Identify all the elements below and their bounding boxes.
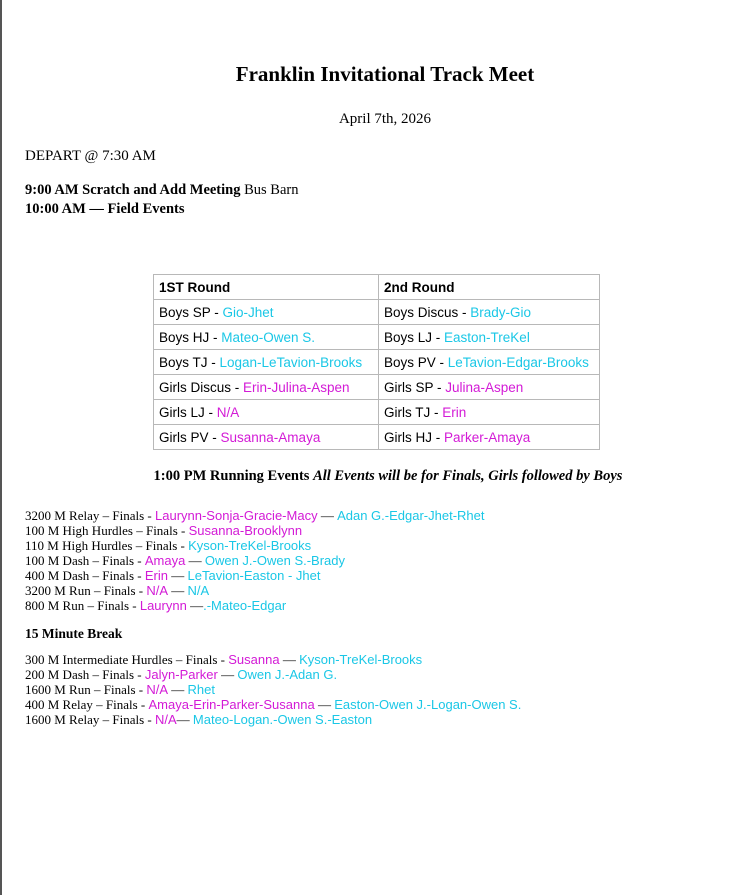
list-item [25, 583, 484, 598]
list-item [25, 652, 521, 667]
athlete-names: Mateo-Owen S. [221, 329, 316, 345]
separator: — [217, 667, 238, 682]
separator: — [186, 598, 204, 613]
field-events-heading: 10:00 AM — Field Events [25, 201, 185, 217]
separator: - [432, 329, 445, 345]
event-label: 1600 M Relay – Finals - [25, 712, 155, 727]
list-item [25, 568, 484, 583]
header-round-2: 2nd Round [379, 275, 600, 300]
boys-entries: Easton-Owen J.-Logan-Owen S. [334, 697, 522, 712]
table-body [154, 300, 600, 450]
list-item [25, 538, 484, 553]
girls-entries: Laurynn [139, 598, 187, 613]
boys-entries: Kyson-TreKel-Brooks [299, 652, 423, 667]
separator: - [207, 354, 220, 370]
boys-entries: Rhet [187, 682, 215, 697]
girls-entries: Erin [144, 568, 169, 583]
girls-entries: Susanna-Brooklynn [188, 523, 303, 538]
table-cell [379, 350, 600, 375]
table-cell [379, 425, 600, 450]
meet-date: April 7th, 2026 [338, 111, 432, 127]
boys-entries: N/A [187, 583, 210, 598]
list-item [25, 712, 521, 727]
athlete-names: Gio-Jhet [222, 304, 274, 320]
athlete-names: Erin-Julina-Aspen [243, 379, 350, 395]
table-cell [154, 350, 379, 375]
running-time: 1:00 PM Running Events [153, 468, 310, 484]
list-item [25, 598, 484, 613]
event-label: 100 M Dash – Finals - [25, 553, 145, 568]
athlete-names: Parker-Amaya [444, 429, 531, 445]
event-name: Boys HJ [159, 329, 210, 345]
separator: — [168, 568, 188, 583]
girls-entries: N/A [155, 712, 177, 727]
page-left-border [0, 0, 2, 895]
event-name: Boys Discus [384, 304, 459, 320]
separator: - [210, 304, 223, 320]
separator: — [317, 508, 338, 523]
table-cell [154, 400, 379, 425]
running-note: All Events will be for Finals, Girls followed by Boys [313, 468, 623, 484]
event-label: 300 M Intermediate Hurdles – Finals - [25, 652, 229, 667]
boys-entries: Mateo-Logan.-Owen S.-Easton [192, 712, 373, 727]
boys-entries: Owen J.-Owen S.-Brady [204, 553, 346, 568]
depart-time: DEPART @ 7:30 AM [25, 148, 156, 164]
event-name: Girls LJ [159, 404, 205, 420]
break-heading: 15 Minute Break [25, 626, 123, 641]
schedule-header [25, 181, 298, 219]
event-label: 1600 M Run – Finals - [25, 682, 147, 697]
boys-entries: LeTavion-Easton - Jhet [187, 568, 321, 583]
girls-entries: Laurynn-Sonja-Gracie-Macy [155, 508, 318, 523]
athlete-names: N/A [216, 404, 240, 420]
separator: — [176, 712, 193, 727]
event-label: 400 M Relay – Finals - [25, 697, 149, 712]
header-round-1: 1ST Round [154, 275, 379, 300]
table-cell [154, 375, 379, 400]
event-label: 3200 M Run – Finals - [25, 583, 147, 598]
table-cell [379, 300, 600, 325]
table-cell [379, 400, 600, 425]
event-label: 110 M High Hurdles – Finals - [25, 538, 189, 553]
table-cell [154, 300, 379, 325]
table-row [154, 350, 600, 375]
table-row [154, 425, 600, 450]
table-cell [379, 375, 600, 400]
separator: - [433, 379, 446, 395]
athlete-names: Julina-Aspen [445, 379, 524, 395]
table-cell [154, 325, 379, 350]
separator: — [168, 682, 188, 697]
separator: — [279, 652, 300, 667]
list-item [25, 667, 521, 682]
table-cell [379, 325, 600, 350]
athlete-names: Erin [442, 404, 467, 420]
table-row [154, 375, 600, 400]
list-item [25, 508, 484, 523]
event-name: Girls PV [159, 429, 209, 445]
athlete-names: Logan-LeTavion-Brooks [219, 354, 363, 370]
event-label: 800 M Run – Finals - [25, 598, 140, 613]
field-events-table [153, 274, 600, 450]
boys-entries: Owen J.-Adan G. [237, 667, 338, 682]
girls-entries: Amaya [144, 553, 186, 568]
running-events-list-2 [25, 652, 521, 727]
event-name: Girls HJ [384, 429, 432, 445]
running-events-heading [0, 468, 750, 485]
event-name: Girls Discus [159, 379, 232, 395]
meeting-time: 9:00 AM Scratch and Add Meeting [25, 182, 241, 198]
running-events-list-1 [25, 508, 484, 613]
boys-entries: .-Mateo-Edgar [203, 598, 287, 613]
table-row [154, 400, 600, 425]
athlete-names: Brady-Gio [470, 304, 532, 320]
separator: - [231, 379, 244, 395]
girls-entries: Susanna [228, 652, 280, 667]
event-label: 100 M High Hurdles – Finals - [25, 523, 189, 538]
separator: — [185, 553, 205, 568]
event-name: Girls SP [384, 379, 434, 395]
list-item [25, 682, 521, 697]
girls-entries: N/A [146, 583, 169, 598]
boys-entries: Kyson-TreKel-Brooks [188, 538, 312, 553]
athlete-names: Easton-TreKel [444, 329, 530, 345]
list-item [25, 553, 484, 568]
event-label: 3200 M Relay – Finals - [25, 508, 155, 523]
table-row [154, 300, 600, 325]
boys-entries: Adan G.-Edgar-Jhet-Rhet [337, 508, 485, 523]
girls-entries: N/A [146, 682, 169, 697]
separator: — [168, 583, 188, 598]
table-header-row [154, 275, 600, 300]
list-item [25, 697, 521, 712]
athlete-names: Susanna-Amaya [220, 429, 321, 445]
separator: - [458, 304, 471, 320]
event-name: Girls TJ [384, 404, 431, 420]
athlete-names: LeTavion-Edgar-Brooks [447, 354, 589, 370]
event-name: Boys SP [159, 304, 211, 320]
list-item [25, 523, 484, 538]
separator: - [209, 329, 222, 345]
girls-entries: Jalyn-Parker [144, 667, 218, 682]
separator: - [430, 404, 443, 420]
separator: — [314, 697, 335, 712]
separator: - [435, 354, 448, 370]
meeting-location: Bus Barn [244, 182, 299, 198]
girls-entries: Amaya-Erin-Parker-Susanna [148, 697, 315, 712]
meeting-line [25, 181, 298, 200]
event-name: Boys LJ [384, 329, 433, 345]
table-cell [154, 425, 379, 450]
separator: - [204, 404, 217, 420]
table-row [154, 325, 600, 350]
event-name: Boys TJ [159, 354, 208, 370]
event-label: 400 M Dash – Finals - [25, 568, 145, 583]
separator: - [208, 429, 221, 445]
event-name: Boys PV [384, 354, 436, 370]
event-label: 200 M Dash – Finals - [25, 667, 145, 682]
document-title: Franklin Invitational Track Meet [235, 62, 535, 86]
separator: - [432, 429, 444, 445]
